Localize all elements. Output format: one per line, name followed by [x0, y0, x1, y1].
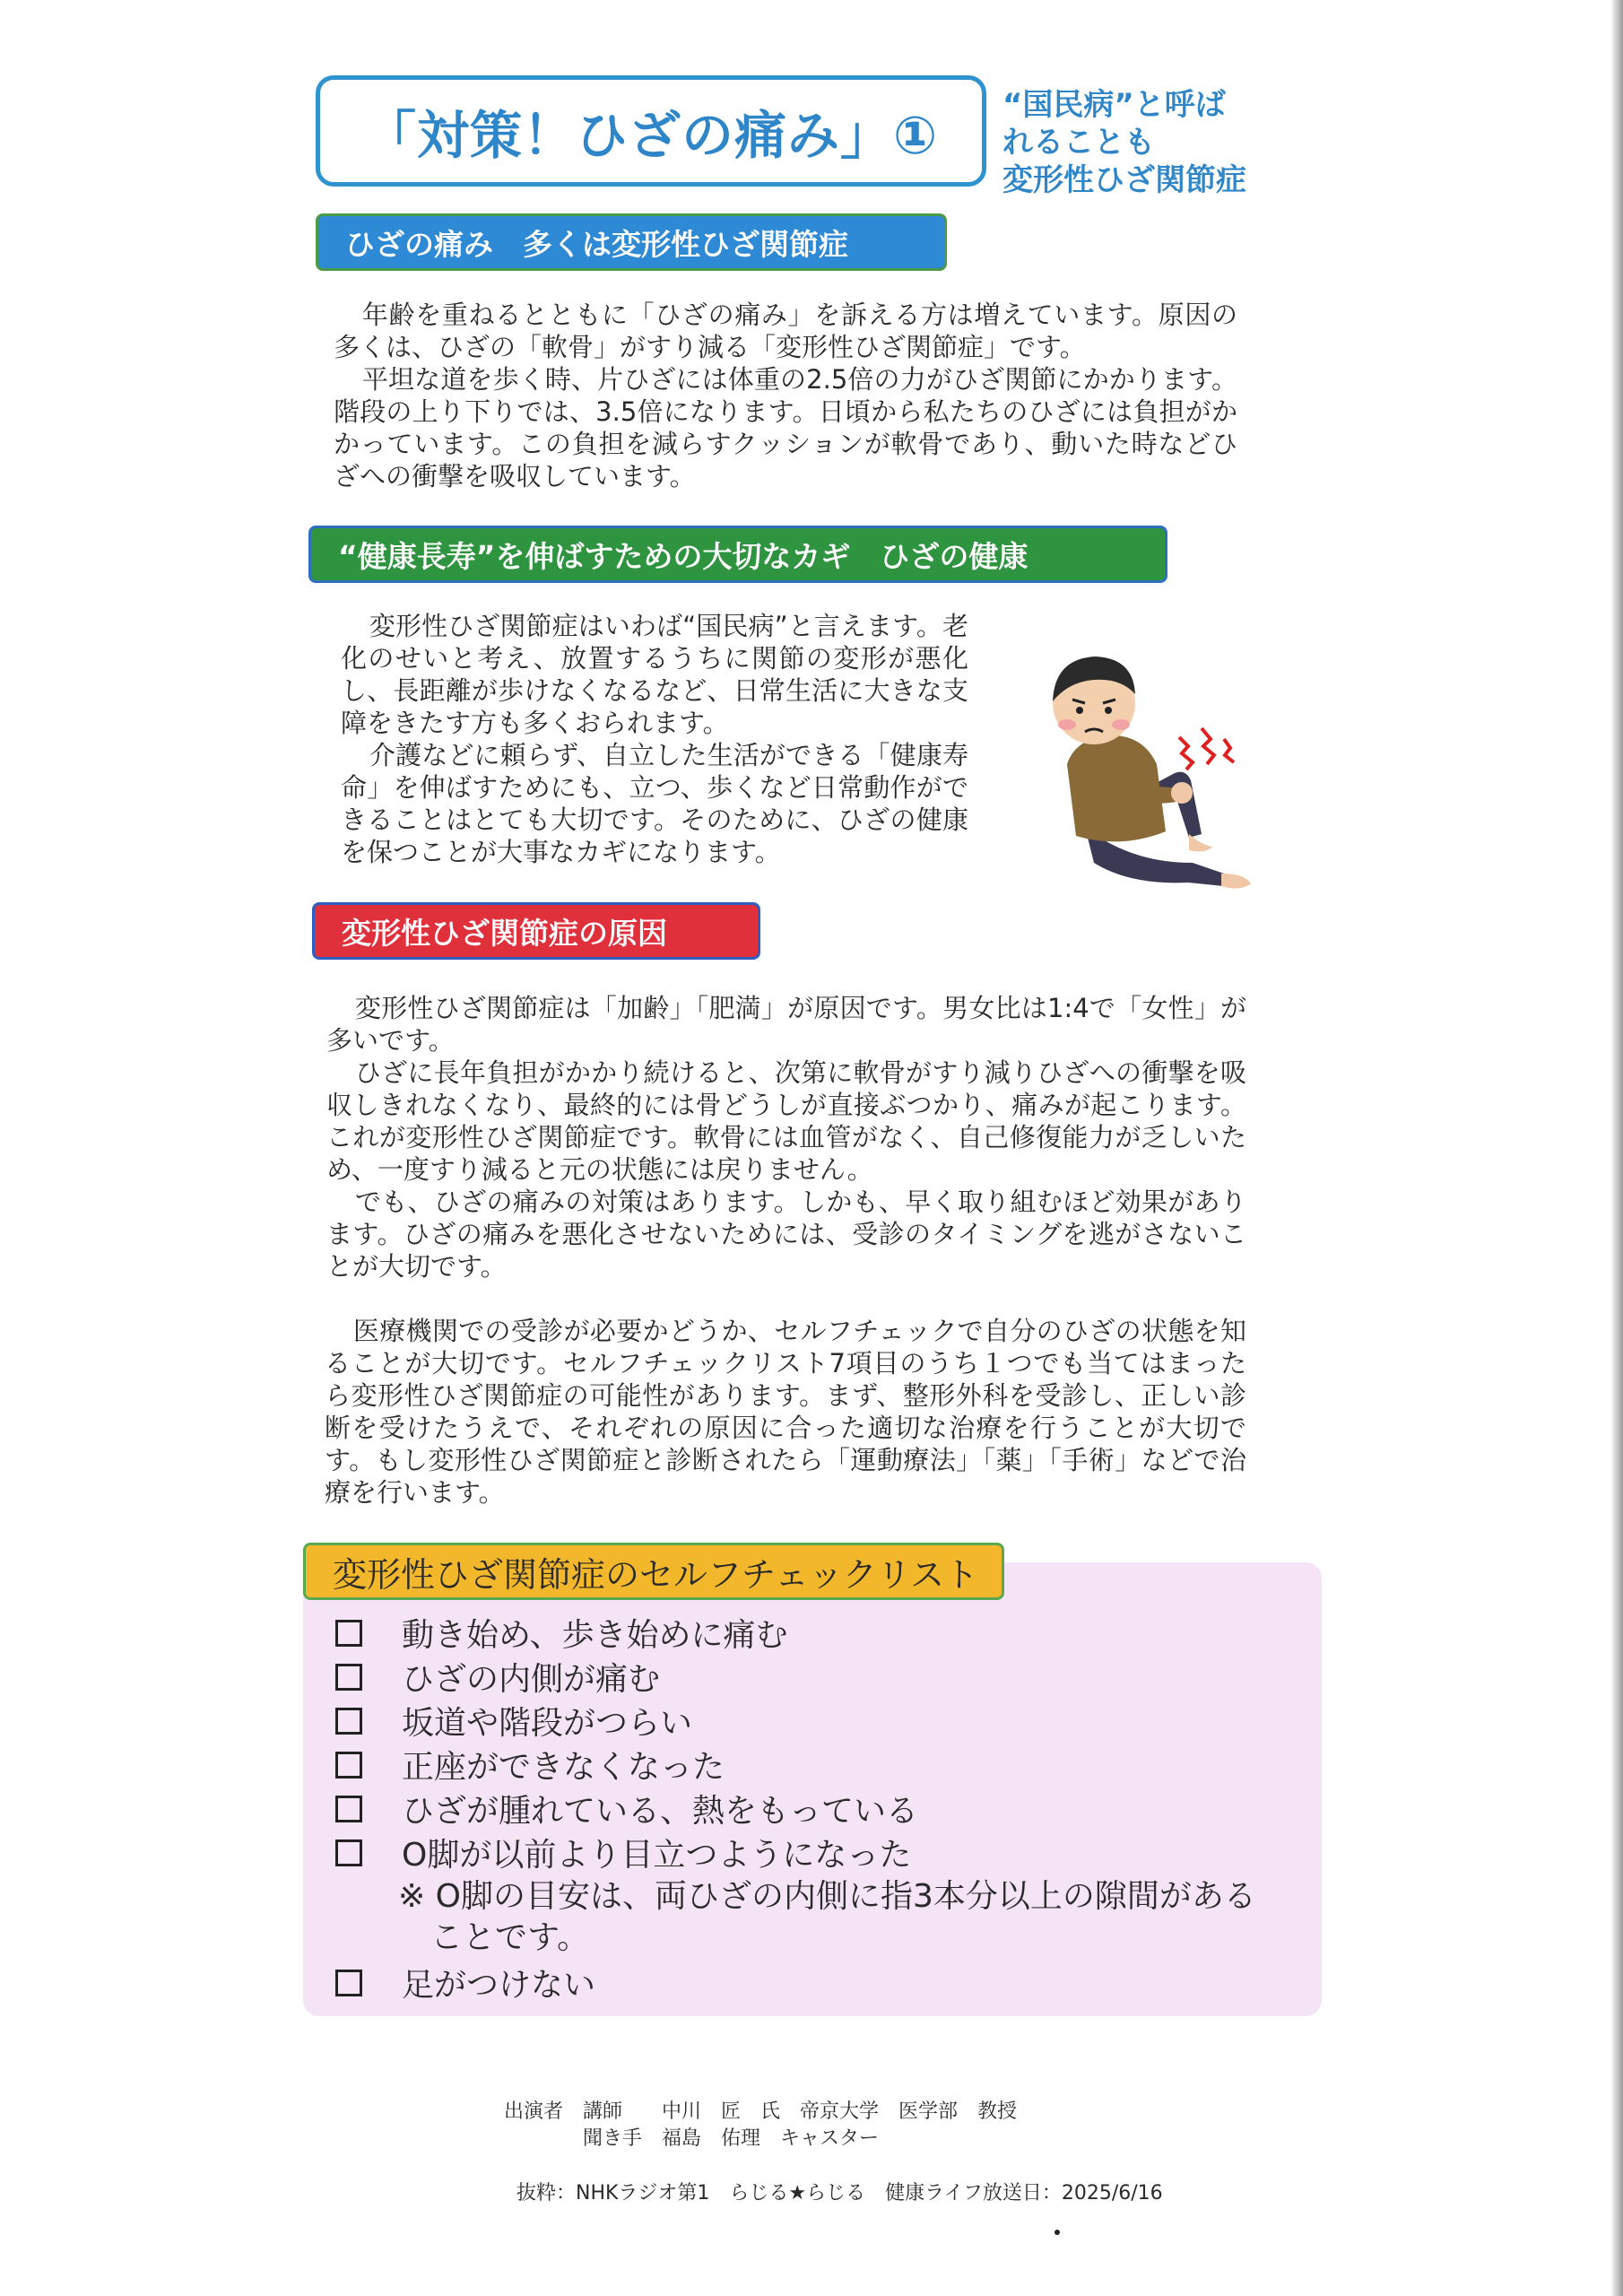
checkbox[interactable]: [335, 1708, 362, 1735]
checklist-item-label: 足がつけない: [402, 1967, 596, 2004]
section-heading-healthy-longevity: “健康長寿”を伸ばすための大切なカギ ひざの健康: [308, 526, 1167, 583]
credits-line: 出演者 講師 中川 匠 氏 帝京大学 医学部 教授: [504, 2100, 1018, 2123]
checklist-item: [332, 1743, 1318, 1787]
title-box: [316, 75, 986, 187]
subtitle-line: 変形性ひざ関節症: [1002, 162, 1246, 198]
checklist-item: [332, 1961, 1318, 2005]
subtitle-line: “国民病”と呼ば: [1002, 87, 1226, 123]
checkbox[interactable]: [335, 1796, 362, 1822]
section3-extra: [325, 1315, 1246, 1509]
checklist-item-label: ひざが腫れている、熱をもっている: [402, 1793, 919, 1830]
checklist-heading: 変形性ひざ関節症のセルフチェックリスト: [303, 1543, 1004, 1600]
paragraph: 介護などに頼らず、自立した生活ができる「健康寿命」を伸ばすためにも、立つ、歩くなど日常動作ができることはとても大切です。そのために、ひざの健康を保つことが大事なカギになります。: [341, 740, 968, 867]
section-heading-knee-pain: ひざの痛み 多くは変形性ひざ関節症: [316, 213, 947, 271]
checklist-item-label: 正座ができなくなった: [402, 1749, 725, 1786]
checkbox[interactable]: [335, 1970, 362, 1996]
checklist-item-label: ひざの内側が痛む: [402, 1661, 661, 1698]
paragraph: 平坦な道を歩く時、片ひざには体重の2.5倍の力がひざ関節にかかります。階段の上り下りでは、3.5倍になります。日頃から私たちのひざには負担がかかっています。この負担を減らすクッションが軟骨であり、動いた時などひざへの衝撃を吸収しています。: [334, 364, 1237, 491]
knee-pain-man-illustration: [1022, 639, 1255, 899]
page-title: 「対策！ひざの痛み」①: [363, 105, 939, 166]
subtitle-line: れることも: [1002, 125, 1155, 161]
section1-body: [334, 299, 1237, 492]
paragraph: 変形性ひざ関節症は「加齢」「肥満」が原因です。男女比は1:4で「女性」が多いです。: [326, 993, 1246, 1056]
checklist-item: [332, 1611, 1318, 1655]
credits: [504, 2099, 1017, 2152]
checklist-item: [332, 1699, 1318, 1743]
paragraph: 医療機関での受診が必要かどうか、セルフチェックで自分のひざの状態を知ることが大切です。セルフチェックリスト7項目のうち１つでも当てはまったら変形性ひざ関節症の可能性があります。まず、整形外科を受診し、正しい診断を受けたうえで、それぞれの原因に合った適切な治療を行うことが大切です。もし変形性ひざ関節症と診断されたら「運動療法」「薬」「手術」などで治療を行います。: [325, 1316, 1246, 1508]
note-line: ※ O脚の目安は、両ひざの内側に指3本分以上の隙間がある: [398, 1878, 1256, 1915]
checklist-item-label: O脚が以前より目立つようになった: [402, 1837, 912, 1874]
checklist-item: [332, 1831, 1318, 1874]
checkbox[interactable]: [335, 1620, 362, 1647]
checklist-item: [332, 1787, 1318, 1831]
checkbox[interactable]: [335, 1839, 362, 1866]
paragraph: 変形性ひざ関節症はいわば“国民病”と言えます。老化のせいと考え、放置するうちに関節の変形が悪化し、長距離が歩けなくなるなど、日常生活に大きな支障をきたす方も多くおられます。: [341, 611, 968, 738]
section2-body: [341, 610, 968, 868]
section3-body: [326, 992, 1246, 1283]
section-heading-causes: 変形性ひざ関節症の原因: [312, 902, 760, 960]
checklist-note: [398, 1876, 1313, 1959]
paragraph: 年齢を重ねるとともに「ひざの痛み」を訴える方は増えています。原因の多くは、ひざの「軟骨」がすり減る「変形性ひざ関節症」です。: [334, 300, 1237, 362]
scan-edge-shadow: [1610, 0, 1623, 2296]
checklist-item-label: 動き始め、歩き始めに痛む: [402, 1617, 788, 1654]
source-note: 抜粋：NHKラジオ第1 らじる★らじる 健康ライフ放送日：2025/6/16: [516, 2182, 1163, 2205]
note-line: ことです。: [430, 1919, 590, 1956]
title-subtitle: [1002, 86, 1271, 199]
checklist-last: [332, 1961, 1318, 2005]
checklist-item-label: 坂道や階段がつらい: [402, 1705, 693, 1742]
checklist: [332, 1611, 1318, 1874]
checklist-item: [332, 1655, 1318, 1699]
checkbox[interactable]: [335, 1752, 362, 1779]
credits-line: 聞き手 福島 佑理 キャスター: [504, 2127, 880, 2150]
paragraph: でも、ひざの痛みの対策はあります。しかも、早く取り組むほど効果があります。ひざの痛みを悪化させないためには、受診のタイミングを逃がさないことが大切です。: [326, 1187, 1246, 1282]
stray-dot: [1055, 2230, 1060, 2235]
paragraph: ひざに長年負担がかかり続けると、次第に軟骨がすり減りひざへの衝撃を吸収しきれなくなり、最終的には骨どうしが直接ぶつかり、痛みが起こります。これが変形性ひざ関節症です。軟骨には血管がなく、自己修復能力が乏しいため、一度すり減ると元の状態には戻りません。: [326, 1057, 1246, 1185]
checkbox[interactable]: [335, 1664, 362, 1691]
